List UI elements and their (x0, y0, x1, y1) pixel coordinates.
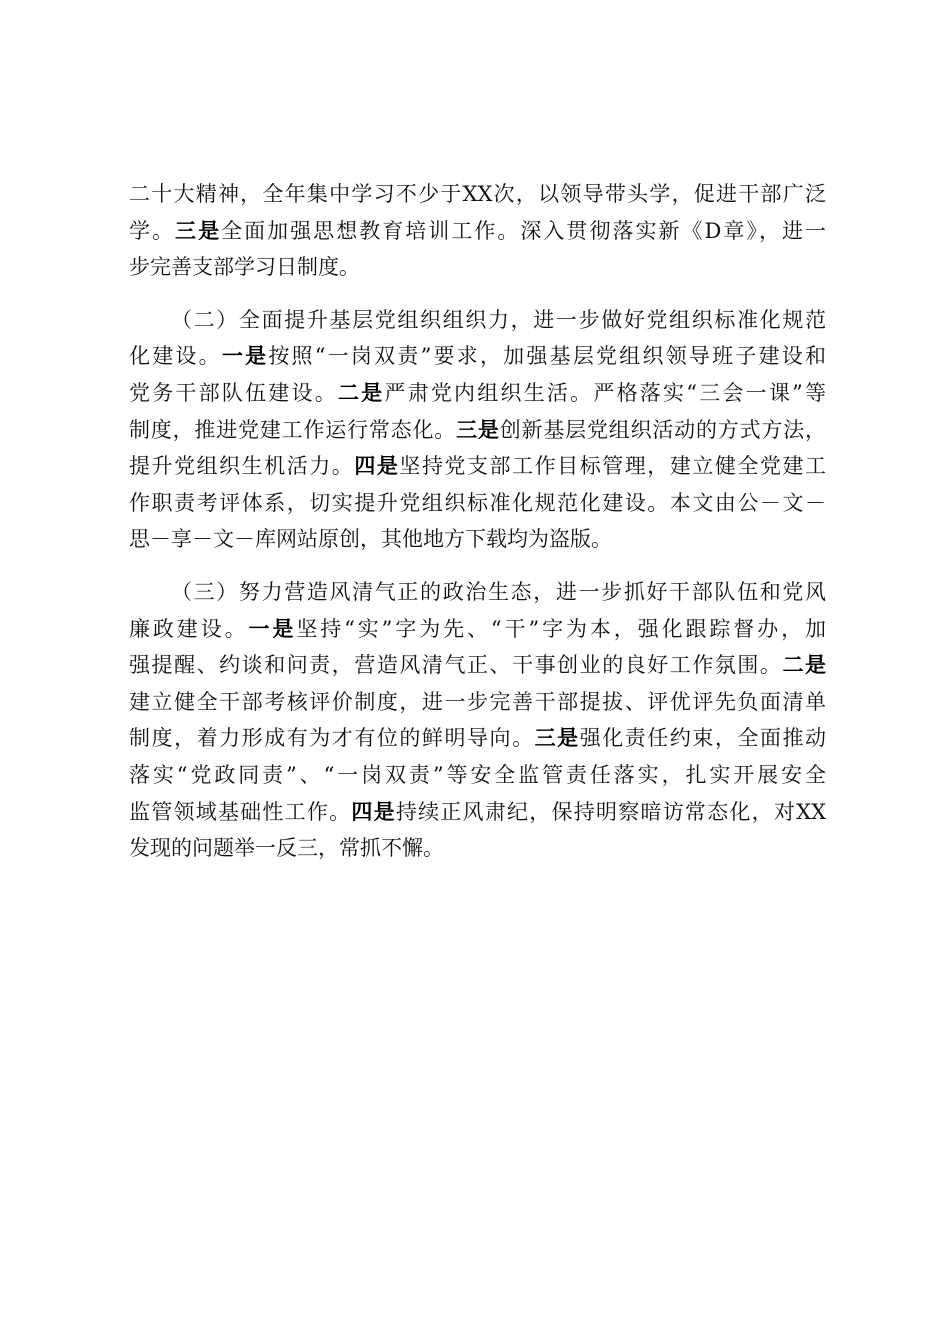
text-line (129, 647, 826, 684)
paragraph (129, 176, 826, 286)
text-line: 落实“党政同责”、“一岗双责”等安全监管责任落实，扎实开展安全 (129, 762, 826, 787)
text-line: （二）全面提升基层党组织组织力，进一步做好党组织标准化规范 (171, 307, 826, 332)
keyword-bold: 三是 (534, 725, 580, 751)
text-run: 化建设。 (129, 344, 222, 369)
text-line (129, 375, 826, 412)
paragraph (129, 302, 826, 558)
text-run: 强化责任约束，全面推动 (579, 726, 827, 751)
text-line (129, 794, 826, 831)
text-run: 创新基层党组织活动的方式方法， (499, 417, 827, 442)
text-run: 全面加强思想教育培训工作。深入贯彻落实新《D章》，进一 (221, 218, 826, 243)
text-line: （三）努力营造风清气正的政治生态，进一步抓好干部队伍和党风 (171, 579, 826, 604)
keyword-bold: 四是 (351, 798, 396, 824)
text-run: 持续正风肃纪，保持明察暗访常态化，对XX (395, 799, 827, 824)
text-run: 坚持“实”字为先、“干”字为本，强化跟踪督办，加 (296, 616, 827, 641)
text-run: 制度，推进党建工作运行常态化。 (129, 417, 457, 442)
text-line: 步完善支部学习日制度。 (129, 255, 360, 280)
text-run: 党务干部队伍建设。 (129, 380, 338, 405)
text-line: 建立健全干部考核评价制度，进一步完善干部提拔、评优评先负面清单 (129, 689, 826, 714)
keyword-bold: 一是 (248, 615, 297, 641)
text-run: 监管领域基础性工作。 (129, 799, 352, 824)
text-run: 坚持党支部工作目标管理，建立健全党建工 (399, 454, 827, 479)
text-run: 廉政建设。 (129, 616, 249, 641)
text-line: 发现的问题举一反三，常抓不懈。 (129, 836, 444, 861)
text-line (129, 720, 826, 757)
text-line: 作职责考评体系，切实提升党组织标准化规范化建设。本文由公－文－ (129, 490, 826, 515)
keyword-bold: 二是 (782, 652, 827, 678)
text-line (129, 338, 826, 375)
text-line (129, 611, 826, 648)
text-run: 严肃党内组织生活。严格落实“三会一课”等 (384, 380, 827, 405)
text-line (129, 412, 826, 449)
text-line: 思－享－文－库网站原创，其他地方下载均为盗版。 (129, 527, 612, 552)
text-line: 二十大精神，全年集中学习不少于XX次，以领导带头学，促进干部广泛 (129, 182, 826, 206)
paragraph (129, 574, 826, 867)
keyword-bold: 三是 (456, 416, 500, 442)
text-run: 提升党组织生机活力。 (129, 454, 355, 479)
text-line (129, 448, 826, 485)
keyword-bold: 二是 (337, 379, 385, 405)
text-run: 制度，着力形成有为才有位的鲜明导向。 (129, 726, 535, 751)
keyword-bold: 三是 (175, 217, 222, 243)
text-run: 按照“一岗双责”要求，加强基层党组织领导班子建设和 (268, 344, 826, 369)
document-body (129, 176, 826, 867)
keyword-bold: 四是 (354, 453, 400, 479)
text-line (129, 213, 826, 250)
text-run: 强提醒、约谈和问责，营造风清气正、干事创业的良好工作氛围。 (129, 653, 783, 678)
keyword-bold: 一是 (221, 343, 269, 369)
text-run: 学。 (129, 218, 176, 243)
